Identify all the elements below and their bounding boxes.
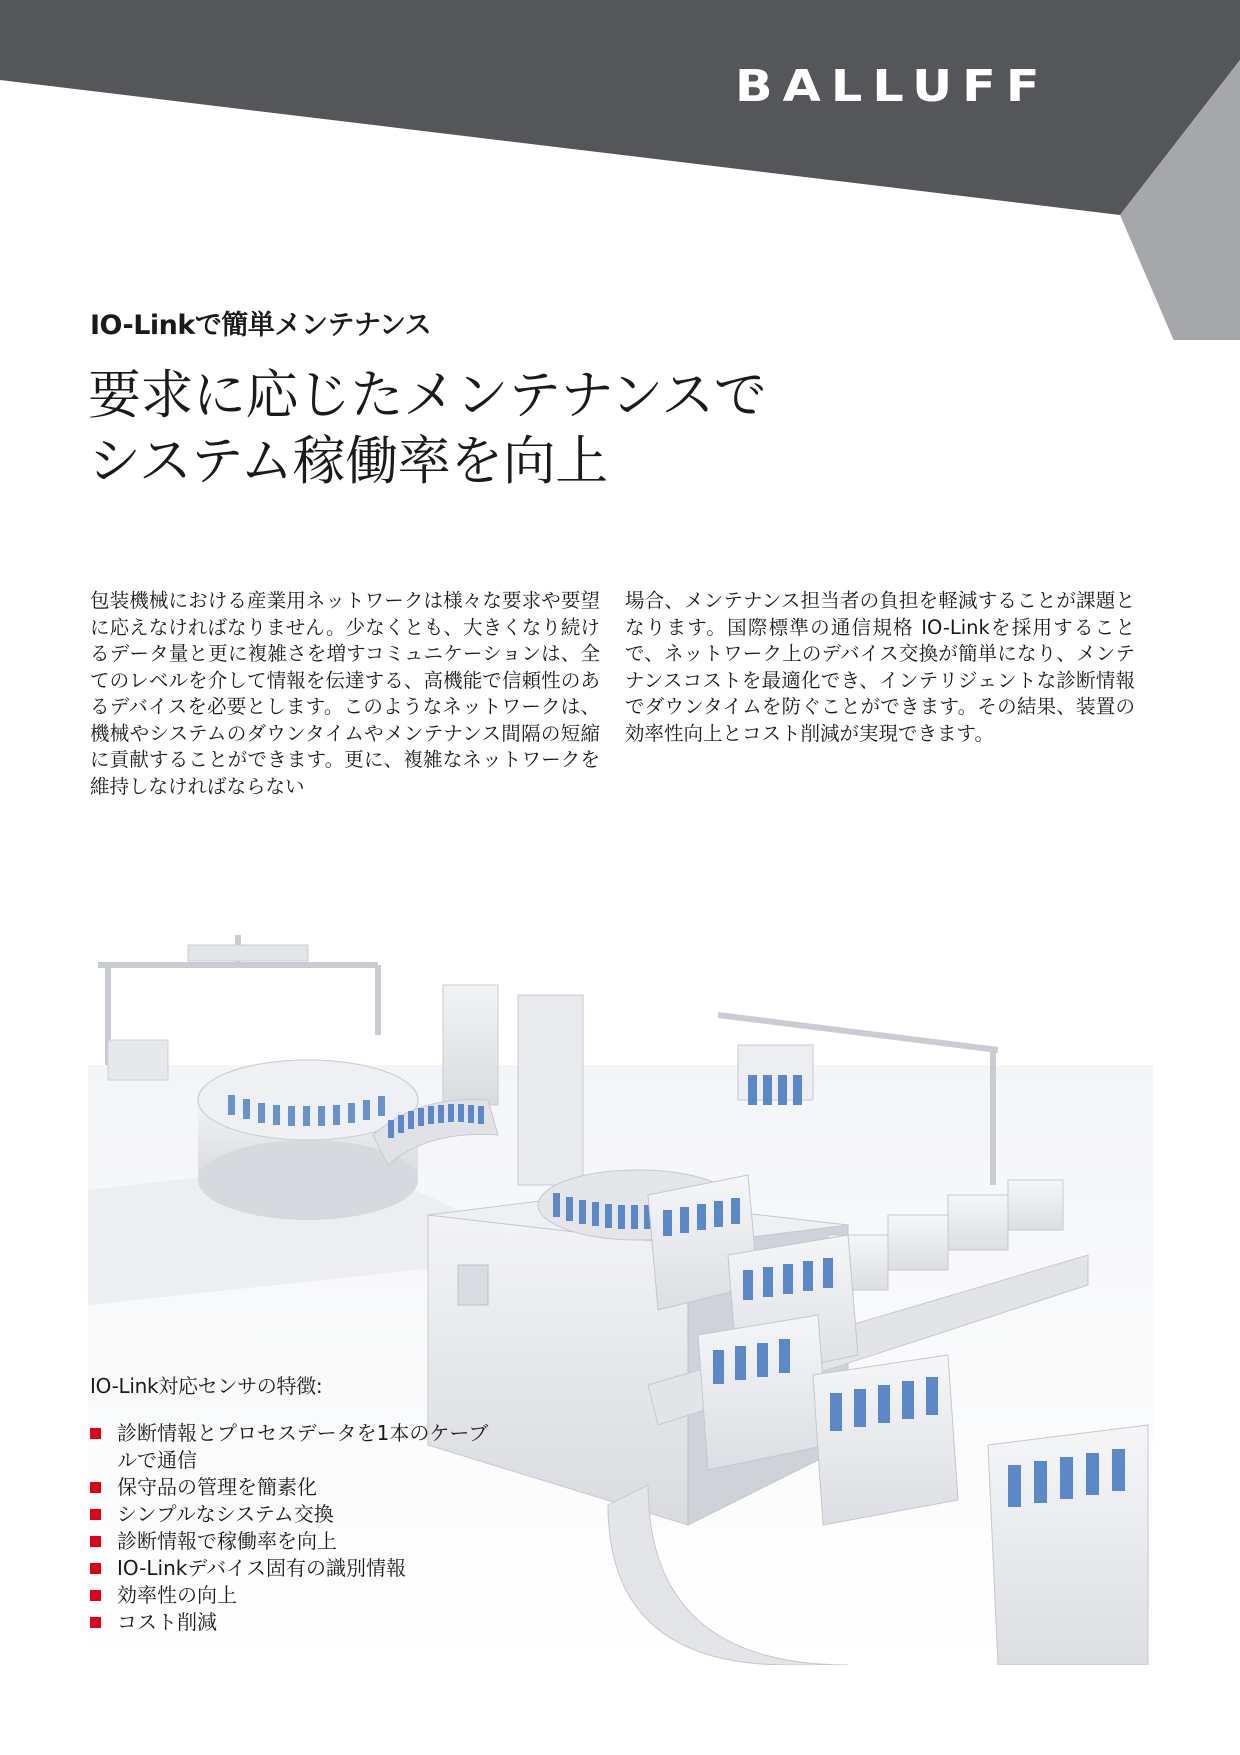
list-item: コスト削減: [90, 1609, 490, 1636]
features-heading: IO-Link対応センサの特徴:: [90, 1374, 323, 1398]
bullet-square-icon: [90, 1428, 101, 1439]
list-item: 診断情報とプロセスデータを1本のケーブルで通信: [90, 1420, 490, 1474]
list-item: 診断情報で稼働率を向上: [90, 1528, 490, 1555]
list-item: 効率性の向上: [90, 1582, 490, 1609]
header-banner: [0, 0, 1240, 340]
subtitle: IO-Linkで簡単メンテナンス: [90, 310, 432, 341]
title-line-1: 要求に応じたメンテナンスで: [88, 365, 767, 426]
body-text-right: 場合、メンテナンス担当者の負担を軽減することが課題となります。国際標準の通信規格 IO-Linkを採用することで、ネットワーク上のデバイス交換が簡単になり、メンテナンスコストを最適化でき、インテリジェントな診断情報でダウンタイムを防ぐことができます。その結果、装置の効率性向上とコスト削減が実現できます。: [625, 589, 1135, 745]
balluff-logo: BALLUFF: [735, 61, 1050, 112]
list-item: シンプルなシステム交換: [90, 1501, 490, 1528]
bullet-square-icon: [90, 1563, 101, 1574]
bullet-square-icon: [90, 1590, 101, 1601]
body-text-left: 包装機械における産業用ネットワークは様々な要求や要望に応えなければなりません。少なくとも、大きくなり続けるデータ量と更に複雑さを増すコミュニケーションは、全てのレベルを介して情報を伝達する、高機能で信頼性のあるデバイスを必要とします。このようなネットワークは、機械やシステムのダウンタイムやメンテナンス間隔の短縮に貢献することができます。更に、複雑なネットワークを維持しなければならない: [90, 589, 600, 798]
bullet-square-icon: [90, 1509, 101, 1520]
title-line-2: システム稼働率を向上: [88, 431, 608, 492]
list-item: IO-Linkデバイス固有の識別情報: [90, 1555, 490, 1582]
bullet-square-icon: [90, 1536, 101, 1547]
list-item: 保守品の管理を簡素化: [90, 1474, 490, 1501]
features-list: [90, 1420, 490, 1636]
bullet-square-icon: [90, 1617, 101, 1628]
page-title: [88, 363, 1088, 495]
bullet-square-icon: [90, 1482, 101, 1493]
